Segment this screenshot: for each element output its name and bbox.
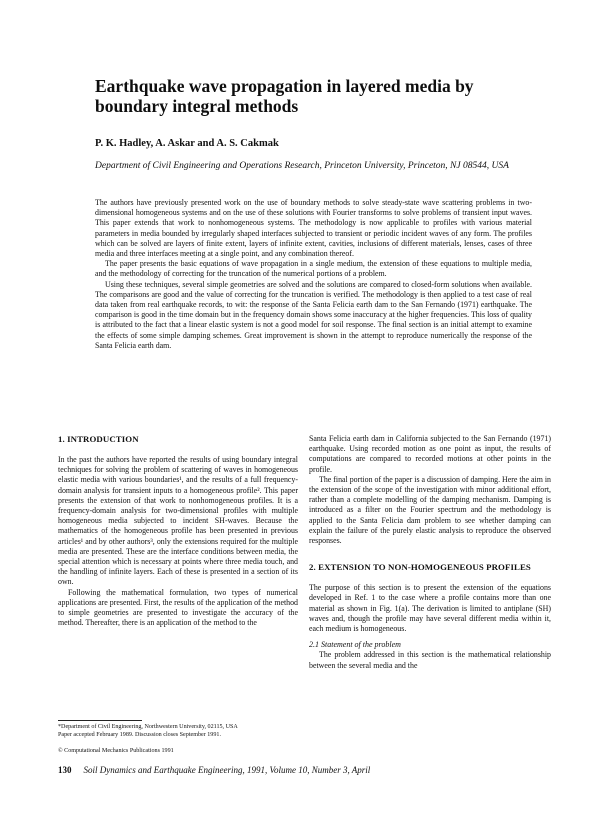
page-footer bbox=[58, 765, 558, 776]
article-authors: P. K. Hadley, A. Askar and A. S. Cakmak bbox=[95, 138, 279, 149]
subsection-heading: 2.1 Statement of the problem bbox=[309, 640, 401, 650]
body-paragraph: In the past the authors have reported the results of using boundary integral techniques for solving the problem of scattering of waves in homogeneous elastic media with various boundaries¹, and the results of a full frequency-domain analysis for transient inputs to a homogeneous profile². This paper presents the extension of that work to nonhomogeneous profiles. It is a frequency-domain analysis for two-dimensional profiles with multiple homogeneous media subjected to incident SH-waves. Because the mathematics of the homogeneous profile has been presented in previous articles¹ and by other authors³, only the extensions required for the multiple media are presented. These are the interface conditions between media, the special attention which is necessary at points where three media touch, and the handling of infinite layers. Each of these is presented in a section of its own. bbox=[58, 455, 298, 587]
body-paragraph: Following the mathematical formulation, two types of numerical applications are presented. First, the results of the application of the method to simple geometries are presented to investigate the accuracy of the method. Thereafter, there is an application of the method to the bbox=[58, 587, 298, 628]
section-heading-extension: 2. EXTENSION TO NON-HOMOGENEOUS PROFILES bbox=[309, 562, 531, 573]
body-paragraph: The purpose of this section is to present the extension of the equations developed in Ref. 1 to the case where a profile contains more than one material as shown in Fig. 1(a). The derivation is limited to antiplane (SH) waves and, though the profile may have several different media within it, each medium is homogeneous. bbox=[309, 583, 551, 634]
footnote-line: Paper accepted February 1989. Discussion closes September 1991. bbox=[58, 732, 221, 739]
journal-citation: Soil Dynamics and Earthquake Engineering, 1991, Volume 10, Number 3, April bbox=[83, 765, 371, 775]
page-number: 130 bbox=[58, 765, 72, 775]
abstract-paragraph: The paper presents the basic equations of wave propagation in a single medium, the extension of these equations to multiple media, and the methodology of correcting for the truncation of the numerical portions of a problem. bbox=[95, 259, 532, 279]
abstract-paragraph: Using these techniques, several simple geometries are solved and the solutions are compared to closed-form solutions when available. The comparisons are good and the value of correcting for the truncation is verified. The methodology is then applied to a test case of real data taken from real earthquake records, to wit: the response of the Santa Felicia earth dam to the San Fernando (1971) earthquake. The comparison is good in the time domain but in the frequency domain shows some inaccuracy at the higher frequencies. This loss of quality is attributed to the fact that a linear elastic system is not a good model for soil response. The final section is an initial attempt to examine the effects of some simple damping schemes. Great improvement is shown in the attempt to reproduce numerically the response of the Santa Felicia earth dam. bbox=[95, 279, 532, 350]
footnotes bbox=[58, 723, 298, 756]
left-column bbox=[58, 434, 298, 628]
abstract-paragraph: The authors have previously presented work on the use of boundary methods to solve steady-state wave scattering problems in two-dimensional homogeneous systems and on the use of these solutions with Fourier transforms to solve problems of transient input waves. This paper extends that work to nonhomogeneous systems. The methodology is now applicable to profiles with various material parameters in media bounded by irregularly shaped interfaces subjected to transient or periodic incident waves of any form. The profiles which can be solved are layers of finite extent, layers of infinite extent, cavities, inclusions of different materials, lenses, cases of three media and three interfaces meeting at a single point, and any combination thereof. bbox=[95, 198, 532, 259]
footnote-divider bbox=[58, 720, 142, 721]
right-column bbox=[309, 434, 551, 671]
article-title: Earthquake wave propagation in layered media by boundary integral methods bbox=[95, 76, 474, 116]
body-paragraph: Santa Felicia earth dam in California subjected to the San Fernando (1971) earthquake. Using recorded motion as one point as input, the results of computations are compared to recorded motions at other points in the profile. bbox=[309, 434, 551, 474]
copyright-notice: © Computational Mechanics Publications 1991 bbox=[58, 748, 174, 755]
author-affiliation: Department of Civil Engineering and Operations Research, Princeton University, Princeton, NJ 08544, USA bbox=[95, 161, 509, 171]
body-paragraph: The final portion of the paper is a discussion of damping. Here the aim in the extension of the scope of the investigation with minor additional effort, rather than a complete modelling of the damping mechanism. Damping is introduced as a filter on the Fourier spectrum and the methodology is applied to the Santa Felicia dam problem to see whether damping can explain the failure of the purely elastic analysis to reproduce the observed responses. bbox=[309, 474, 551, 546]
section-heading-introduction: 1. INTRODUCTION bbox=[58, 434, 139, 444]
body-paragraph: The problem addressed in this section is the mathematical relationship between the several media and the bbox=[309, 650, 551, 670]
abstract bbox=[95, 198, 532, 351]
footnote-line: *Department of Civil Engineering, Northwestern University, 02115, USA bbox=[58, 724, 238, 730]
section-spacer bbox=[309, 546, 551, 562]
